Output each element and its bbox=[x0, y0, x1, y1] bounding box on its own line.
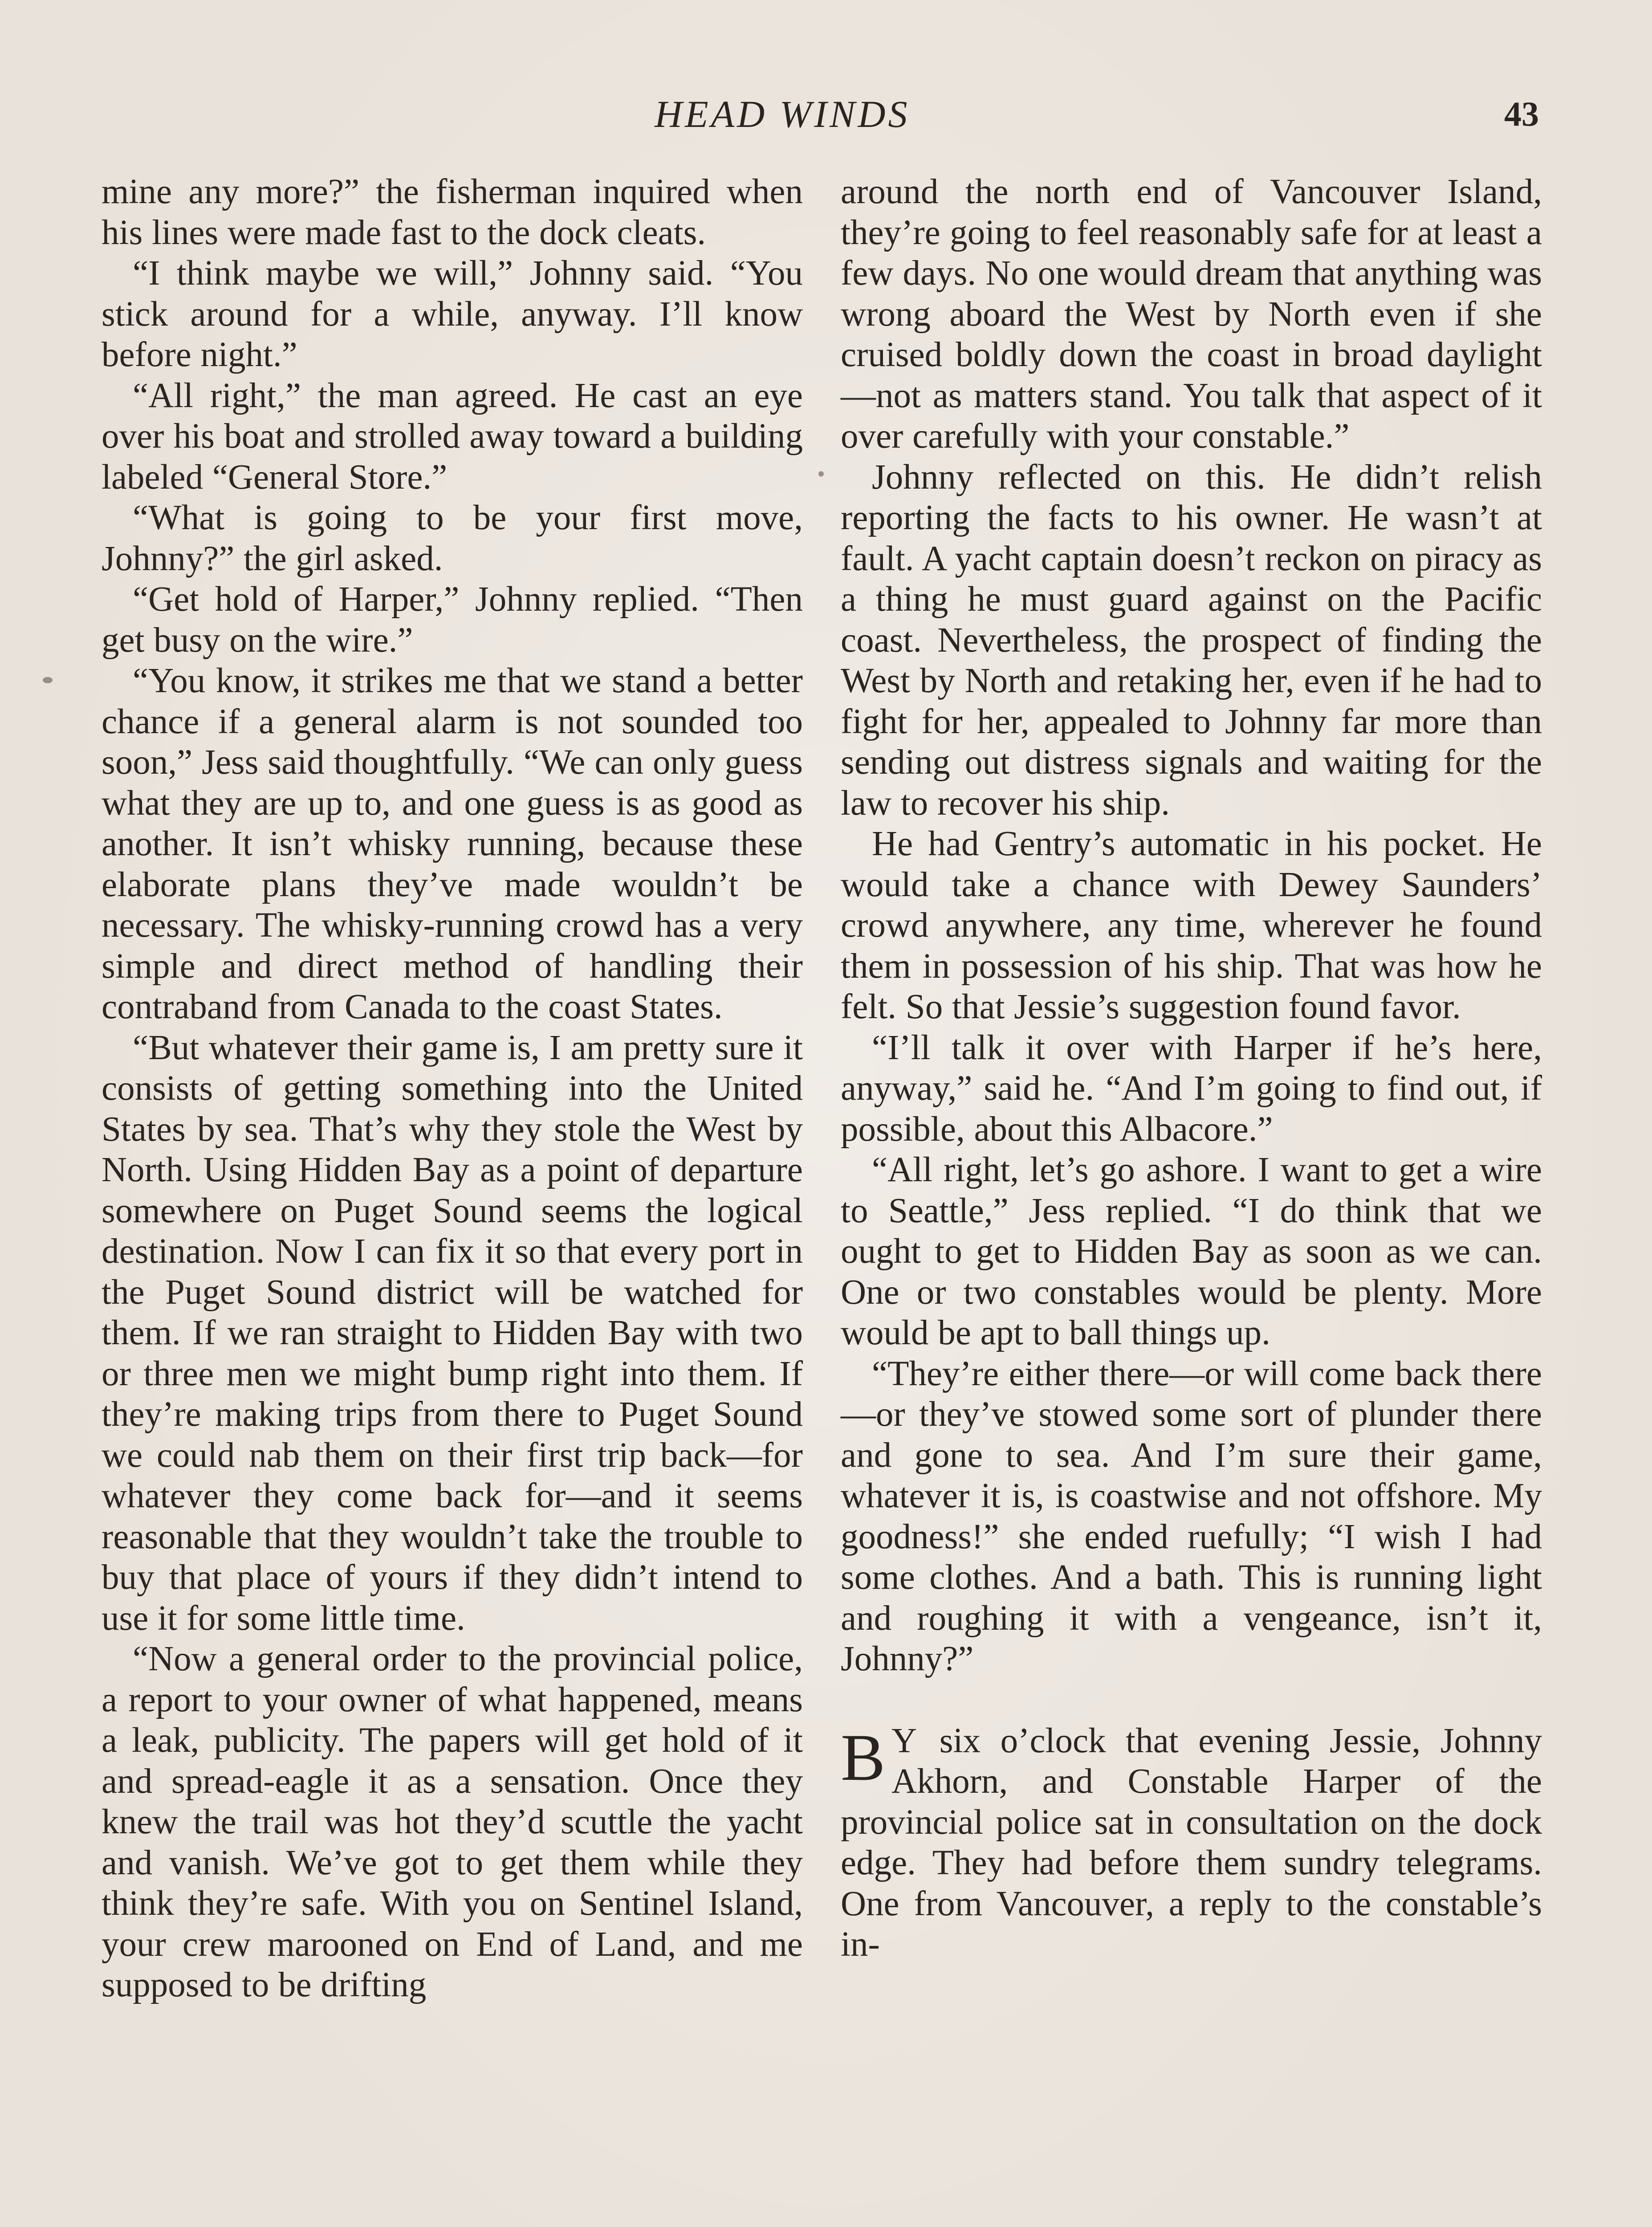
paragraph: around the north end of Vancouver Island, they’re going to feel reasonably safe for at least a few days. No one would dream that anything was wrong aboard the West by North even if she cruised boldly down the coast in broad daylight—not as matters stand. You talk that aspect of it over carefully with your constable.” bbox=[841, 172, 1542, 456]
paragraph: Johnny reflected on this. He didn’t relish reporting the facts to his owner. He wasn’t at fault. A yacht captain doesn’t reckon on piracy as a thing he must guard against on the Pacific coast. Nevertheless, the prospect of finding the West by North and retaking her, even if he had to fight for her, appealed to Johnny far more than sending out distress signals and waiting for the law to recover his ship. bbox=[841, 457, 1542, 823]
paragraph: He had Gentry’s automatic in his pocket. He would take a chance with Dewey Saunders’ crowd anywhere, any time, wherever he found them in possession of his ship. That was how he felt. So that Jessie’s suggestion found favor. bbox=[841, 824, 1542, 1026]
left-column bbox=[102, 171, 803, 2006]
paragraph: “You know, it strikes me that we stand a better chance if a general alarm is not sounded too soon,” Jess said thoughtfully. “We can only guess what they are up to, and one guess is as good as another. It isn’t whisky running, because these elaborate plans they’ve made wouldn’t be necessary. The whisky-running crowd has a very simple and direct method of handling their contraband from Canada to the coast States. bbox=[102, 661, 803, 1026]
paragraph: “All right, let’s go ashore. I want to get a wire to Seattle,” Jess replied. “I do think that we ought to get to Hidden Bay as soon as we can. One or two constables would be plenty. More would be apt to ball things up. bbox=[841, 1150, 1542, 1352]
running-title: HEAD WINDS bbox=[655, 93, 910, 135]
drop-cap-continuation: Y bbox=[891, 1721, 920, 1760]
section-opening-paragraph bbox=[841, 1721, 1542, 1965]
paragraph: “But whatever their game is, I am pretty sure it consists of getting something into the United States by sea. That’s why they stole the West by North. Using Hidden Bay as a point of departure somewhere on Puget Sound seems the logical destination. Now I can fix it so that every port in the Puget Sound district will be watched for them. If we ran straight to Hidden Bay with two or three men we might bump right into them. If they’re making trips from there to Puget Sound we could nab them on their first trip back—for whatever they come back for—and it seems reasonable that they wouldn’t take the trouble to buy that place of yours if they didn’t intend to use it for some little time. bbox=[102, 1028, 803, 1638]
drop-cap: B bbox=[841, 1720, 886, 1795]
paragraph: “Now a general order to the provincial police, a report to your owner of what happened, means a leak, publicity. The papers will get hold of it and spread-eagle it as a sensation. Once they knew the trail was hot they’d scuttle the yacht and vanish. We’ve got to get them while they think they’re safe. With you on Sentinel Island, your crew marooned on End of Land, and me supposed to be drifting bbox=[102, 1640, 803, 2004]
section-opening-text: six o’clock that evening Jessie, Johnny Akhorn, and Constable Harper of the provincial police sat in consultation on the dock edge. They had before them sundry telegrams. One from Vancouver, a reply to the constable’s in- bbox=[841, 1721, 1542, 1964]
paragraph: “What is going to be your first move, Johnny?” the girl asked. bbox=[102, 498, 803, 578]
paragraph: “Get hold of Harper,” Johnny replied. “Then get busy on the wire.” bbox=[102, 580, 803, 660]
paragraph: “All right,” the man agreed. He cast an eye over his boat and strolled away toward a building labeled “General Store.” bbox=[102, 376, 803, 497]
paragraph: “I think maybe we will,” Johnny said. “You stick around for a while, anyway. I’ll know before night.” bbox=[102, 254, 803, 374]
paragraph: “They’re either there—or will come back there—or they’ve stowed some sort of plunder there and gone to sea. And I’m sure their game, whatever it is, is coastwise and not offshore. My goodness!” she ended ruefully; “I wish I had some clothes. And a bath. This is running light and roughing it with a vengeance, isn’t it, Johnny?” bbox=[841, 1354, 1542, 1678]
page-number: 43 bbox=[1504, 94, 1539, 133]
paragraph: “I’ll talk it over with Harper if he’s here, anyway,” said he. “And I’m going to find out, if possible, about this Albacore.” bbox=[841, 1028, 1542, 1149]
right-column bbox=[841, 171, 1542, 1965]
paragraph: mine any more?” the fisherman inquired when his lines were made fast to the dock cleats. bbox=[102, 172, 803, 252]
running-head bbox=[0, 87, 1652, 141]
ink-mark bbox=[818, 471, 824, 477]
ink-mark bbox=[43, 677, 53, 683]
section-break bbox=[841, 1680, 1542, 1721]
